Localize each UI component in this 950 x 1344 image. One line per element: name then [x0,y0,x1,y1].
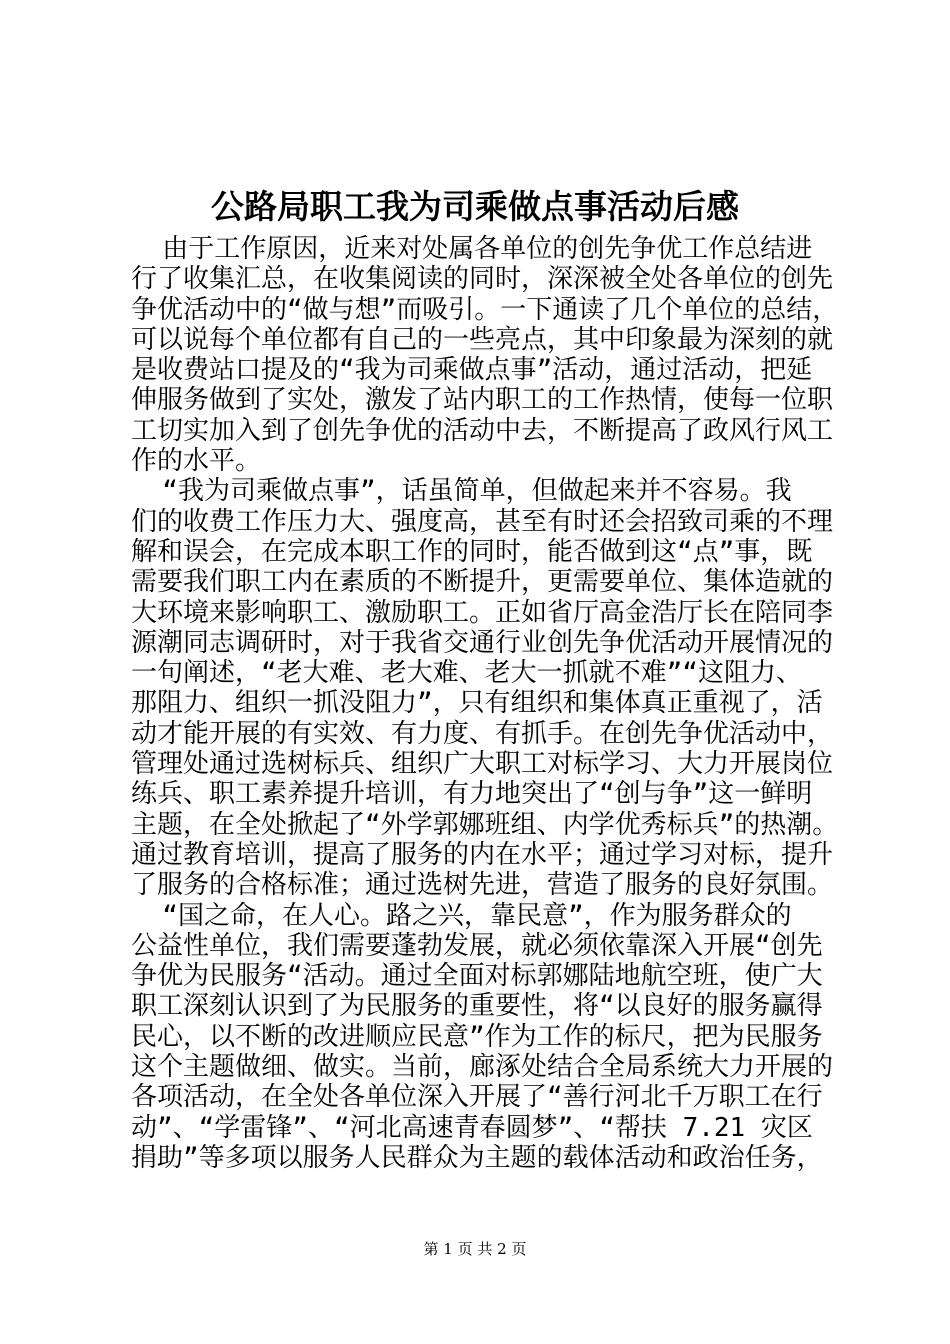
body-text-line: 民心，以不断的改进顺应民意”作为工作的标尺，把为民服务 [131,1021,823,1052]
body-text-line: 伸服务做到了实处，激发了站内职工的工作热情，使每一位职 [131,385,834,416]
body-text-line: 源潮同志调研时，对于我省交通行业创先争优活动开展情况的 [131,627,834,658]
body-text-line: 是收费站口提及的“我为司乘做点事”活动，通过活动，把延 [131,355,813,386]
body-text-line: 主题，在全处掀起了“外学郭娜班组、内学优秀标兵”的热潮。 [131,809,839,840]
body-text-line: 各项活动，在全处各单位深入开展了“善行河北千万职工在行 [131,1082,823,1113]
body-text-line: 们的收费工作压力大、强度高，甚至有时还会招致司乘的不理 [131,506,834,537]
body-text-line: 管理处通过选树标兵、组织广大职工对标学习、大力开展岗位 [131,749,834,780]
document-body [131,234,839,1173]
body-text-line: 由于工作原因，近来对处属各单位的创先争优工作总结进 [131,234,813,264]
body-text-line: 动”、“学雷锋”、“河北高速青春圆梦”、“帮扶 7.21 灾区 [131,1112,813,1143]
document-title: 公路局职工我为司乘做点事活动后感 [211,187,739,226]
body-text-line: 争优活动中的“做与想”而吸引。一下通读了几个单位的总结， [131,294,839,325]
body-text-line: 那阻力、组织一抓没阻力”，只有组织和集体真正重视了，活 [131,688,823,719]
body-text-line: “国之命，在人心。路之兴，靠民意”，作为服务群众的 [131,900,792,931]
body-text-line: 可以说每个单位都有自己的一些亮点，其中印象最为深刻的就 [131,324,834,355]
body-text-line: 练兵、职工素养提升培训，有力地突出了“创与争”这一鲜明 [131,779,813,810]
body-text-line: “我为司乘做点事”，话虽简单，但做起来并不容易。我 [131,476,792,507]
body-text-line: 这个主题做细、做实。当前，廊涿处结合全局系统大力开展的 [131,1052,834,1083]
body-text-line: 争优为民服务“活动。通过全面对标郭娜陆地航空班，使广大 [131,961,823,992]
body-text-line: 工切实加入到了创先争优的活动中去，不断提高了政风行风工 [131,415,834,446]
body-text-line: 作的水平。 [131,446,262,477]
body-text-line: 职工深刻认识到了为民服务的重要性，将“以良好的服务赢得 [131,991,823,1022]
body-text-line: 需要我们职工内在素质的不断提升，更需要单位、集体造就的 [131,567,834,598]
body-text-line: 大环境来影响职工、激励职工。正如省厅高金浩厅长在陪同李 [131,597,834,628]
body-text-line: 通过教育培训，提高了服务的内在水平；通过学习对标，提升 [131,839,834,870]
page-number-label: 第 1 页 共 2 页 [423,1240,527,1258]
body-text-line: 捐助”等多项以服务人民群众为主题的载体活动和政治任务， [131,1142,823,1173]
body-text-line: 一句阐述，“老大难、老大难、老大一抓就不难”“这阻力、 [131,658,802,689]
body-text-line: 公益性单位，我们需要蓬勃发展，就必须依靠深入开展“创先 [131,930,823,961]
page-footer [0,1238,950,1260]
body-text-line: 动才能开展的有实效、有力度、有抓手。在创先争优活动中， [131,718,834,749]
body-text-line: 了服务的合格标准；通过选树先进，营造了服务的良好氛围。 [131,870,834,901]
body-text-line: 行了收集汇总，在收集阅读的同时，深深被全处各单位的创先 [131,264,834,295]
body-text-line: 解和误会，在完成本职工作的同时，能否做到这“点”事，既 [131,536,813,567]
